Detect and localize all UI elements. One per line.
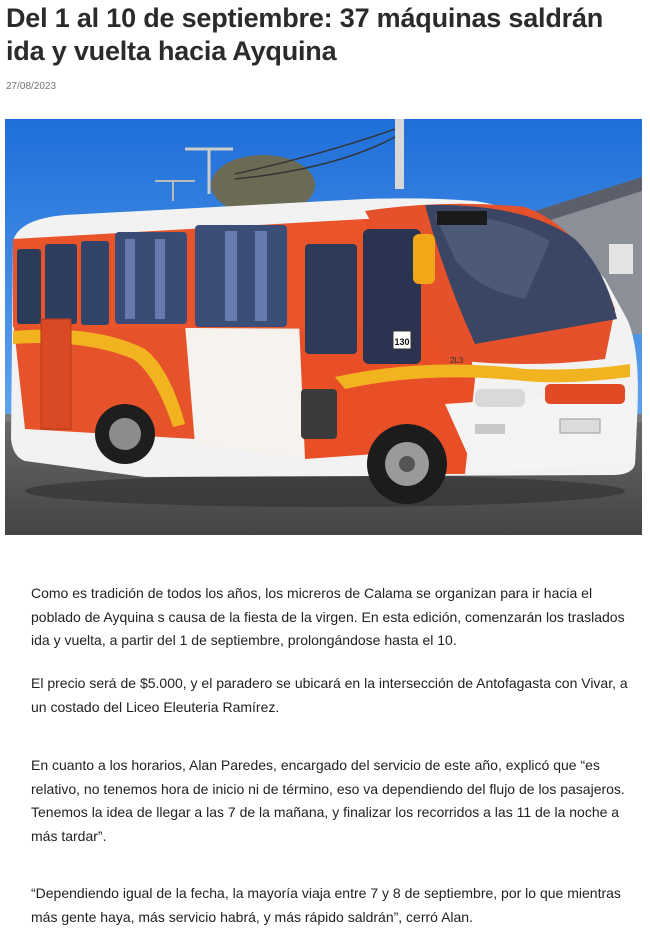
article-title: Del 1 al 10 de septiembre: 37 máquinas saldrán ida y vuelta hacia Ayquina [6, 3, 604, 66]
article-photo-bus [5, 119, 642, 535]
bus-number-card: 130 [394, 337, 410, 347]
article-paragraph-1: Como es tradición de todos los años, los micreros de Calama se organizan para ir hacia el poblado de Ayquina s causa de la fiesta de la virgen. En esta edición, comenzarán los traslados ida y vuelta, a partir del 1 de septiembre, prolongándose hasta el 10. [31, 585, 625, 648]
article-paragraph-3: En cuanto a los horarios, Alan Paredes, encargado del servicio de este año, explicó que “es relativo, no tenemos hora de inicio ni de término, eso va dependiendo del flujo de los pasajeros. Tenemos la idea de llegar a las 7 de la mañana, y finalizar los recorridos a las 11 de la noche a más tardar”. [31, 757, 625, 844]
article-date: 27/08/2023 [6, 81, 57, 92]
article-paragraph-4: “Dependiendo igual de la fecha, la mayoría viaja entre 7 y 8 de septiembre, por lo que mientras más gente haya, más servicio habrá, y más rápido saldrán”, cerró Alan. [31, 885, 621, 925]
bus-code: 2L3 [450, 356, 464, 365]
article-paragraph-2: El precio será de $5.000, y el paradero se ubicará en la intersección de Antofagasta con Vivar, a un costado del Liceo Eleuteria Ramírez. [31, 675, 628, 715]
